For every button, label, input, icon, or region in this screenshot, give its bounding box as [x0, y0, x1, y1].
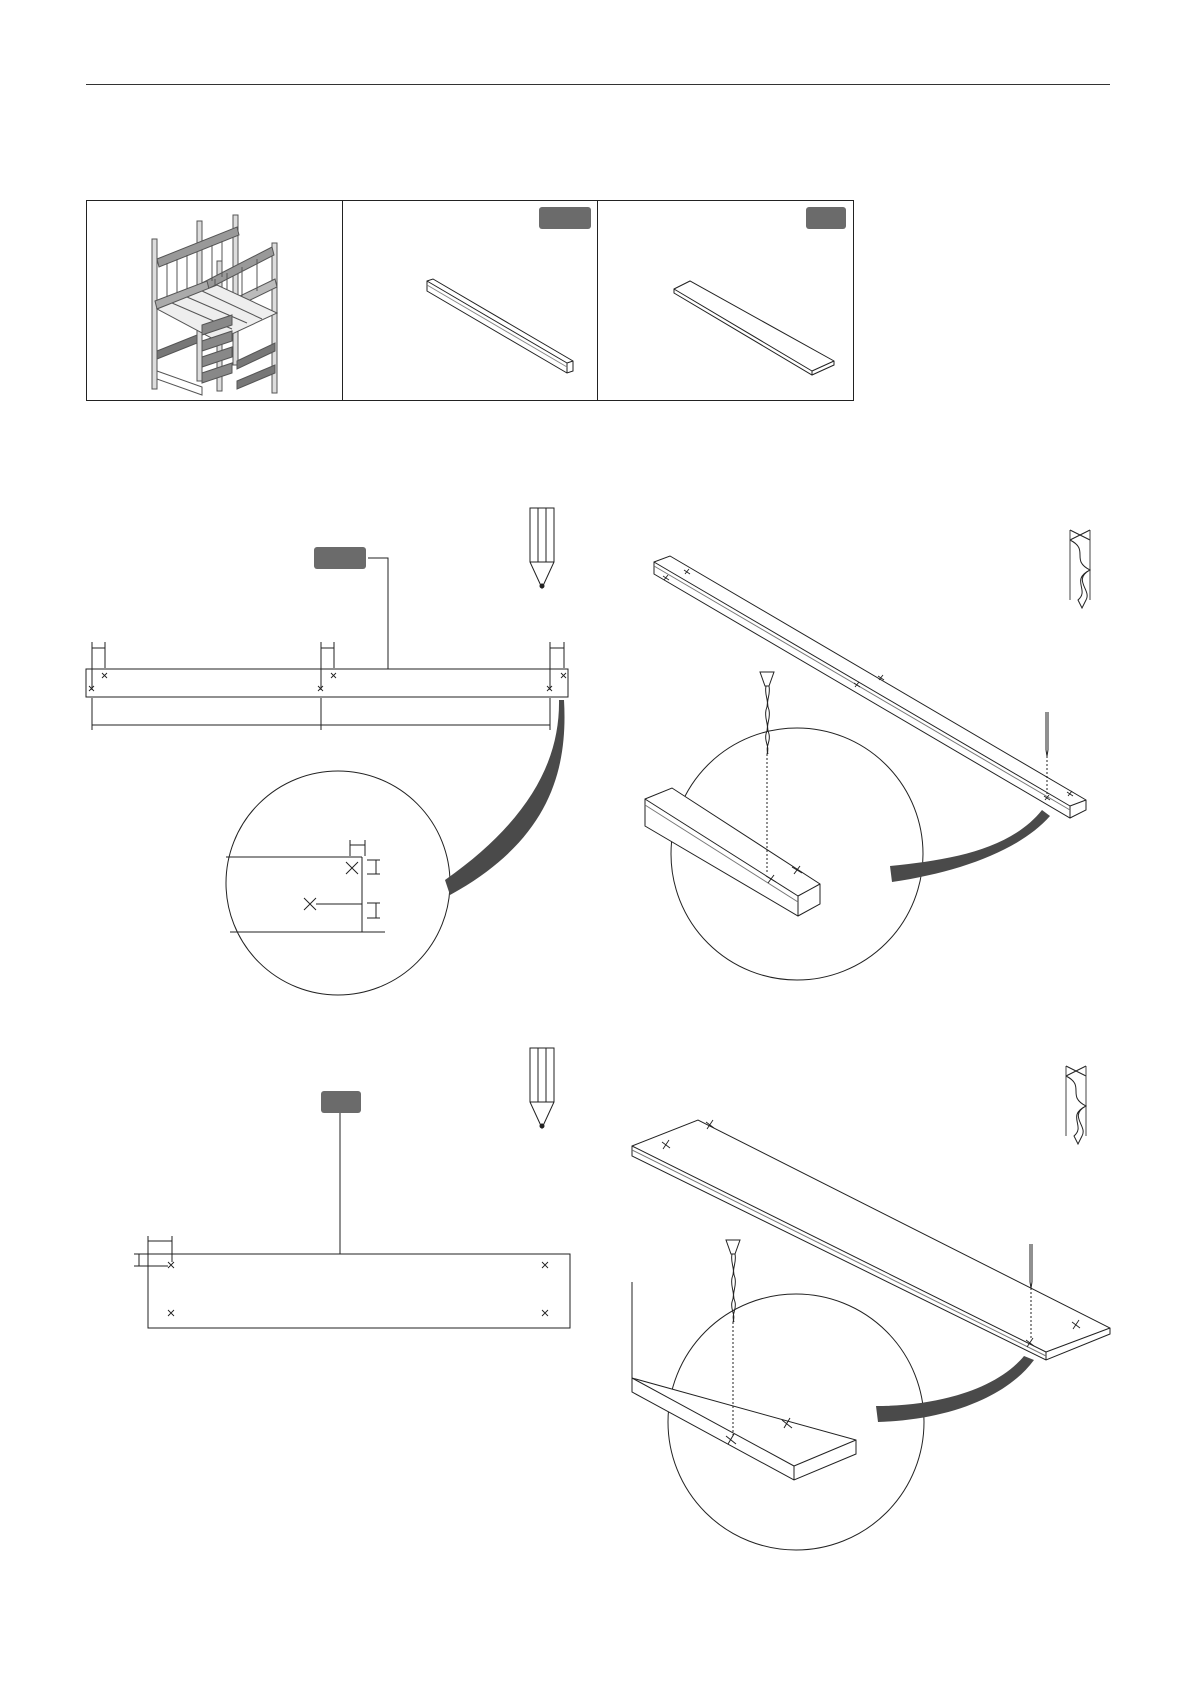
board-part-panel — [597, 201, 853, 400]
pencil-icon-2 — [530, 1048, 554, 1128]
beam-part-panel — [342, 201, 598, 400]
playhouse-overview-panel — [87, 201, 342, 400]
drill-beam-diagram — [630, 520, 1150, 1010]
drill-bit-icon-2 — [1066, 1066, 1086, 1144]
playhouse-overview-illustration — [87, 201, 343, 399]
overview-panel-row — [86, 200, 854, 401]
mark-beam-diagram — [80, 500, 660, 1000]
pencil-icon — [530, 508, 554, 588]
header-rule — [86, 84, 1110, 85]
beam-illustration — [343, 201, 599, 399]
board-mark-tag — [321, 1091, 361, 1113]
drill-bit-icon — [1070, 530, 1090, 608]
beam-mark-tag — [314, 547, 366, 569]
board-illustration — [598, 201, 854, 399]
mark-board-diagram — [130, 1040, 590, 1340]
drill-board-diagram — [626, 1060, 1166, 1530]
